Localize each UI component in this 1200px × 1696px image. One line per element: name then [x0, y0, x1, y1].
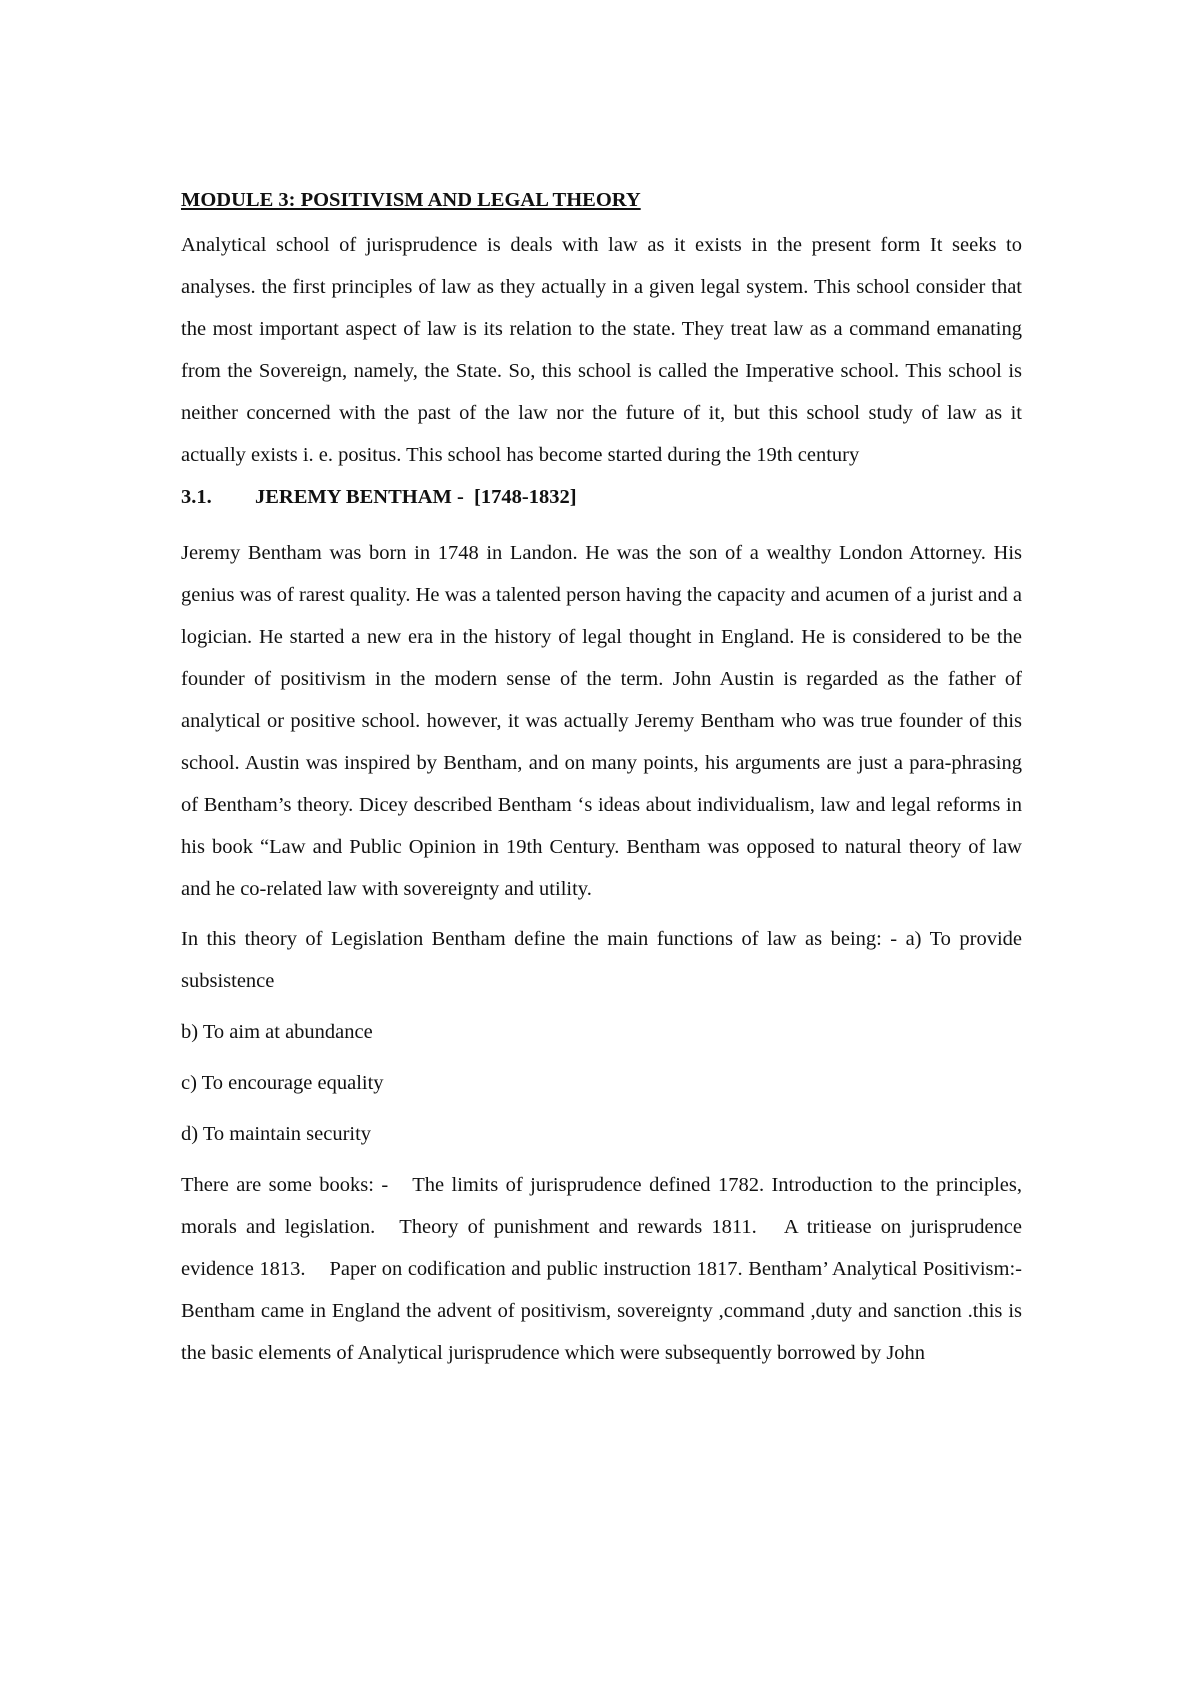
page-content: [181, 187, 1022, 1374]
section-title: JEREMY BENTHAM - [1748-1832]: [255, 486, 577, 508]
book-paper-on-codification: Paper on codification and public instruction 1817.: [329, 1258, 743, 1280]
list-item: c) To encourage equality: [181, 1072, 384, 1094]
book-theory-of-punishment: Theory of punishment and rewards 1811.: [399, 1216, 757, 1238]
list-item: b) To aim at abundance: [181, 1021, 373, 1043]
section-heading: [181, 484, 1022, 511]
section-number: 3.1.: [181, 486, 212, 508]
book-limits-of-jurisprudence: The limits of jurisprudence defined 1782. Introduction to the principles, morals and legislation.: [181, 1174, 1022, 1238]
books-lead: There are some books: -: [181, 1174, 389, 1196]
bentham-paragraph: Jeremy Bentham was born in 1748 in Landon. He was the son of a wealthy London Attorney. His genius was of rarest quality. He was a talented person having the capacity and acumen of a jurist and a logician. He started a new era in the history of legal thought in England. He is considered to be the founder of positivism in the modern sense of the term. John Austin is regarded as the father of analytical or positive school. however, it was actually Jeremy Bentham who was true founder of this school. Austin was inspired by Bentham, and on many points, his arguments are just a para-phrasing of Bentham’s theory. Dicey described Bentham ‘s ideas about individualism, law and legal reforms in his book “Law and Public Opinion in 19th Century. Bentham was opposed to natural theory of law and he co-related law with sovereignty and utility.: [181, 542, 1022, 900]
book-treatise-on-evidence: A tritiease on jurisprudence evidence 1813.: [181, 1216, 1022, 1280]
intro-paragraph: Analytical school of jurisprudence is deals with law as it exists in the present form It seeks to analyses. the first principles of law as they actually in a given legal system. This school consider that the most important aspect of law is its relation to the state. They treat law as a command emanating from the Sovereign, namely, the State. So, this school is called the Imperative school. This school is neither concerned with the past of the law nor the future of it, but this school study of law as it actually exists i. e. positus. This school has become started during the 19th century: [181, 234, 1022, 466]
list-item: d) To maintain security: [181, 1123, 372, 1145]
module-heading: MODULE 3: POSITIVISM AND LEGAL THEORY: [181, 189, 641, 211]
functions-intro: In this theory of Legislation Bentham define the main functions of law as being: - a) To provide subsistence: [181, 928, 1022, 992]
books-paragraph: [181, 1164, 1022, 1374]
books-tail: Bentham’ Analytical Positivism:-Bentham came in England the advent of positivism, sovereignty ,command ,duty and sanction .this is the basic elements of Analytical jurisprudence which were subsequently borrowed by John: [181, 1258, 1023, 1364]
